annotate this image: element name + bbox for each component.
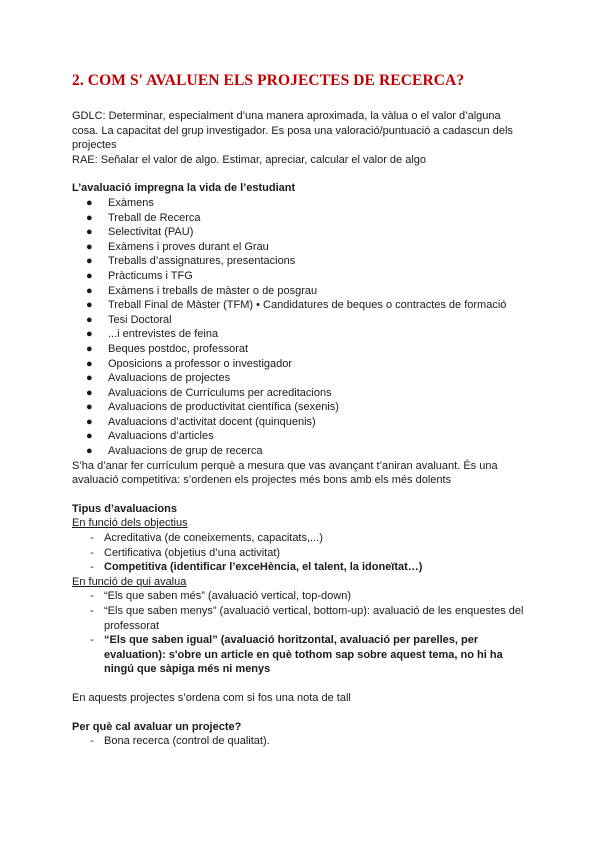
list-item	[86, 386, 528, 401]
list-item	[86, 327, 528, 342]
dash-list-evaluator	[72, 589, 528, 677]
list-item	[86, 342, 528, 357]
list-item	[86, 357, 528, 372]
list-item-text: Exàmens i treballs de màster o de posgrau	[108, 284, 318, 297]
list-item-text: Exàmens i proves durant el Grau	[108, 240, 269, 253]
list-item-text: “Els que saben menys” (avaluació vertical, bottom-up): avaluació de les enquestes del professorat	[104, 605, 524, 632]
bullet-icon: ●	[86, 430, 93, 443]
spacer	[72, 167, 528, 181]
dash-icon: -	[90, 546, 94, 559]
list-item-text: Pràcticums i TFG	[108, 269, 193, 282]
bullet-icon: ●	[86, 386, 93, 399]
bullet-icon: ●	[86, 211, 93, 224]
list-item	[86, 284, 528, 299]
list-item-text: Treball de Recerca	[108, 211, 201, 224]
list-item-text: Avaluacions de grup de recerca	[108, 445, 263, 458]
list-item	[86, 429, 528, 444]
bullet-icon: ●	[86, 284, 93, 297]
list-item	[90, 604, 528, 633]
dash-icon: -	[90, 605, 94, 617]
list-item	[86, 254, 528, 269]
dash-icon: -	[90, 590, 94, 603]
list-item-text: Bona recerca (control de qualitat).	[104, 735, 270, 748]
list-item	[86, 371, 528, 386]
section1-note: S’ha d’anar fer currículum perquè a mesura que vas avançant t’aniran avaluant. És una avaluació competitiva: s’ordenen els projectes més bons amb els més dolents	[72, 459, 498, 487]
section2-note: En aquests projectes s’ordena com si fos una nota de tall	[72, 691, 351, 704]
bullet-icon: ●	[86, 342, 93, 355]
bullet-icon: ●	[86, 372, 93, 385]
list-item-text: Acreditativa (de coneixements, capacitats,...)	[104, 532, 323, 545]
dash-icon: -	[90, 634, 94, 647]
section-heading-why-evaluate: Per què cal avaluar un projecte?	[72, 720, 242, 733]
bullet-icon: ●	[86, 445, 93, 458]
bullet-icon: ●	[86, 328, 93, 341]
spacer	[72, 706, 528, 720]
list-item	[86, 444, 528, 459]
subheading-by-evaluator: En funció de qui avalua	[72, 575, 187, 588]
list-item-text: ...i entrevistes de feina	[108, 328, 219, 341]
bullet-icon: ●	[86, 226, 93, 239]
list-item-text: Tesi Doctoral	[108, 313, 172, 326]
list-item	[86, 240, 528, 255]
list-item-text: Avaluacions d’activitat docent (quinquenis)	[108, 415, 316, 428]
bullet-icon: ●	[86, 196, 93, 209]
page-title: 2. COM S' AVALUEN ELS PROJECTES DE RECERCA?	[72, 72, 465, 89]
list-item-text: Avaluacions de productivitat científica (sexenis)	[108, 401, 339, 414]
list-item-text: Beques postdoc, professorat	[108, 342, 249, 355]
list-item-text: Certificativa (objetius d’una activitat)	[104, 546, 281, 559]
intro-rae: RAE: Señalar el valor de algo. Estimar, apreciar, calcular el valor de algo	[72, 153, 427, 166]
list-item	[86, 211, 528, 226]
list-item-text: Exàmens	[108, 196, 154, 209]
dash-list-objectives	[72, 531, 528, 575]
spacer	[72, 677, 528, 691]
bullet-icon: ●	[86, 255, 93, 268]
list-item	[90, 589, 528, 604]
list-item	[86, 313, 528, 328]
list-item-text: Avaluacions de projectes	[108, 372, 231, 385]
subheading-by-objectives: En funció dels objectius	[72, 517, 188, 530]
list-item	[90, 560, 528, 575]
bullet-icon: ●	[86, 269, 93, 282]
bullet-icon: ●	[86, 299, 93, 312]
list-item	[86, 298, 528, 313]
list-item-text: Competitiva (identificar l’exceHència, el talent, la idoneïtat…)	[104, 561, 423, 574]
dash-list-why	[72, 734, 528, 749]
bullet-icon: ●	[86, 357, 93, 370]
bullet-list-evaluations	[72, 196, 528, 459]
bullet-icon: ●	[86, 240, 93, 253]
list-item-text: Avaluacions de Currículums per acreditacions	[108, 386, 332, 399]
list-item	[90, 546, 528, 561]
spacer	[72, 488, 528, 502]
bullet-icon: ●	[86, 313, 93, 326]
dash-icon: -	[90, 735, 94, 748]
bullet-icon: ●	[86, 415, 93, 428]
list-item	[86, 400, 528, 415]
list-item	[86, 269, 528, 284]
intro-gdlc: GDLC: Determinar, especialment d’una manera aproximada, la vàlua o el valor d’alguna cosa. La capacitat del grup investigador. Es posa una valoració/puntuació a cadascun dels projectes	[72, 110, 513, 152]
list-item	[86, 415, 528, 430]
list-item	[90, 734, 528, 749]
list-item-text: Treball Final de Màster (TFM) • Candidatures de beques o contractes de formació	[108, 299, 507, 312]
section-heading-evaluation-life: L’avaluació impregna la vida de l’estudiant	[72, 182, 296, 195]
dash-icon: -	[90, 532, 94, 545]
list-item	[86, 196, 528, 211]
list-item-text: “Els que saben més” (avaluació vertical, top-down)	[104, 590, 352, 603]
list-item-text: Treballs d’assignatures, presentacions	[108, 255, 296, 268]
list-item-text: “Els que saben igual” (avaluació horitzontal, avaluació per parelles, per evaluation): s'obre un article en què tothom sap sobre aquest tema, no hi ha ningú que sàpiga més ni menys	[104, 634, 503, 676]
list-item	[90, 531, 528, 546]
list-item	[86, 225, 528, 240]
bullet-icon: ●	[86, 401, 93, 414]
list-item-text: Avaluacions d’articles	[108, 430, 214, 443]
list-item-text: Selectivitat (PAU)	[108, 226, 194, 239]
list-item-text: Oposicions a professor o investigador	[108, 357, 293, 370]
list-item	[90, 633, 528, 677]
dash-icon: -	[90, 561, 94, 574]
section-heading-types: Tipus d’avaluacions	[72, 502, 177, 515]
